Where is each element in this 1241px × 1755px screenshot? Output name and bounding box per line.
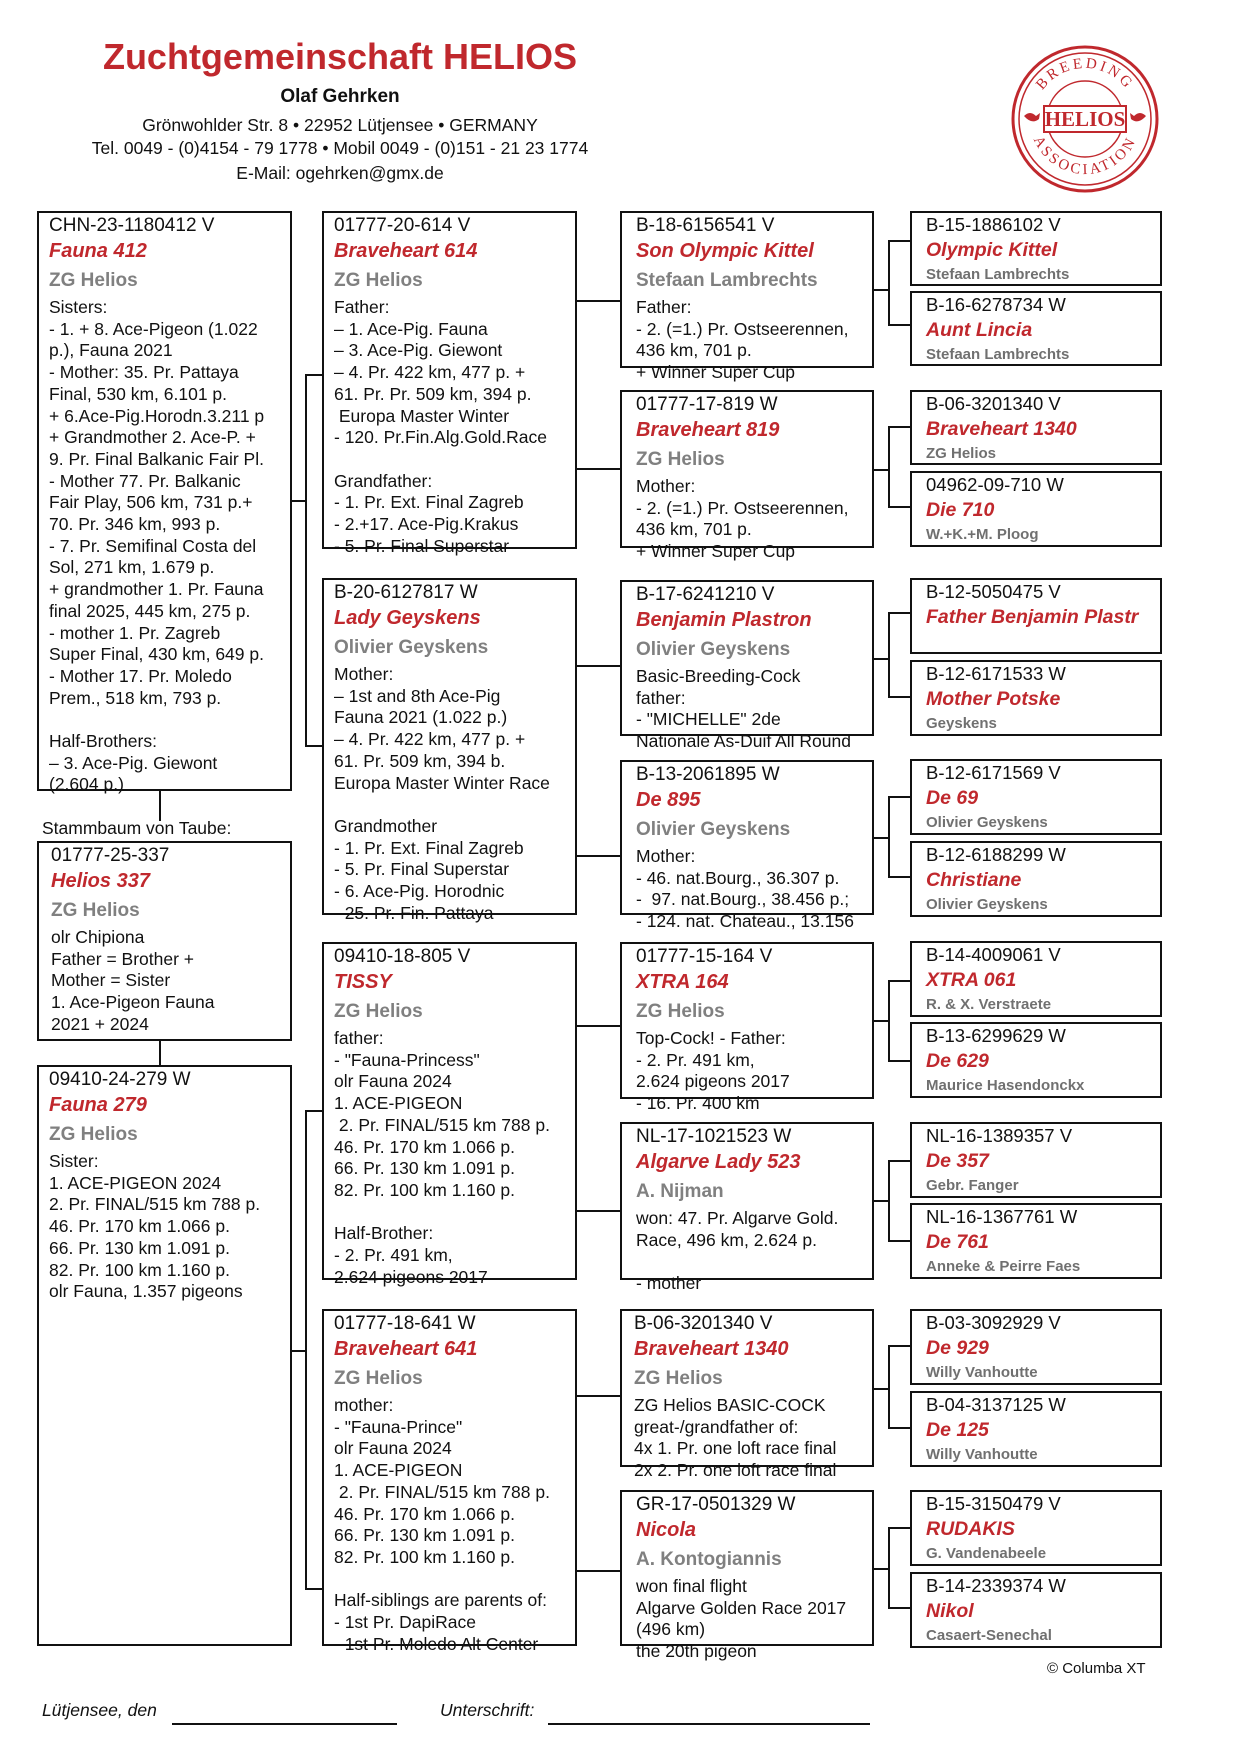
breeder-name: Willy Vanhoutte bbox=[926, 1364, 1038, 1381]
copyright: © Columba XT bbox=[1047, 1660, 1146, 1677]
ring-number: 04962-09-710 W bbox=[926, 474, 1064, 495]
owner-name: Olaf Gehrken bbox=[280, 86, 400, 107]
pigeon-name: De 929 bbox=[926, 1337, 989, 1359]
breeder-name: Anneke & Peirre Faes bbox=[926, 1258, 1081, 1275]
pigeon-name: Braveheart 1340 bbox=[926, 418, 1077, 440]
breeder-name: G. Vandenabeele bbox=[926, 1545, 1047, 1562]
breeder-name: ZG Helios bbox=[334, 1001, 423, 1022]
pedigree-notes: ZG Helios BASIC-COCK great-/grandfather of: 4x 1. Pr. one loft race final 2x 2. Pr. one loft race final bbox=[634, 1395, 837, 1481]
breeder-name: Geyskens bbox=[926, 715, 997, 732]
ring-number: B-14-4009061 V bbox=[926, 944, 1061, 965]
pedigree-card-grandparent bbox=[620, 390, 874, 562]
pedigree-card-great-grandparent bbox=[910, 1572, 1162, 1648]
pedigree-notes: olr Chipiona Father = Brother + Mother = Sister 1. Ace-Pigeon Fauna 2021 + 2024 bbox=[51, 927, 215, 1034]
ring-number: B-15-1886102 V bbox=[926, 214, 1061, 235]
breeder-name: Olivier Geyskens bbox=[636, 639, 791, 660]
pedigree-card-great-grandparent bbox=[910, 941, 1162, 1017]
ring-number: B-17-6241210 V bbox=[636, 584, 775, 605]
breeder-title: Zuchtgemeinschaft HELIOS bbox=[102, 36, 578, 77]
svg-text:BREEDING bbox=[1033, 56, 1136, 93]
address-line: Grönwohlder Str. 8 • 22952 Lütjensee • GERMANY bbox=[142, 115, 538, 135]
pedigree-card-sister-bottom bbox=[37, 1065, 292, 1646]
ring-number: B-20-6127817 W bbox=[334, 582, 478, 603]
pigeon-name: RUDAKIS bbox=[926, 1518, 1015, 1540]
breeder-name: Olivier Geyskens bbox=[334, 637, 489, 658]
breeder-name: ZG Helios bbox=[334, 270, 423, 291]
pedigree-card-father bbox=[322, 211, 577, 556]
pigeon-name: De 629 bbox=[926, 1050, 989, 1072]
pedigree-card-mother-2 bbox=[322, 1309, 577, 1654]
pedigree-card-father-2 bbox=[322, 942, 577, 1287]
pigeon-name: Algarve Lady 523 bbox=[636, 1151, 801, 1173]
breeder-name: ZG Helios bbox=[636, 449, 725, 470]
pedigree-notes: father: - "Fauna-Princess" olr Fauna 2024 1. ACE-PIGEON 2. Pr. FINAL/515 km 788 p. 46. Pr. 170 km 1.066 p. 66. Pr. 130 km 1.091 p. 82. Pr. 100 km 1.160 p. Half-Brother: - 2. Pr. 491 km, 2.624 pigeons 2017 bbox=[334, 1028, 550, 1287]
pigeon-name: TISSY bbox=[334, 971, 392, 993]
breeder-name: Casaert-Senechal bbox=[926, 1627, 1052, 1644]
pigeon-name: Son Olympic Kittel bbox=[636, 240, 814, 262]
breeder-name: Olivier Geyskens bbox=[636, 819, 791, 840]
ring-number: 01777-25-337 bbox=[51, 845, 170, 866]
pedigree-notes: Basic-Breeding-Cock father: - "MICHELLE" 2de Nationale As-Duif All Round bbox=[636, 666, 851, 752]
pedigree-card-great-grandparent bbox=[910, 841, 1162, 917]
place-date-line[interactable] bbox=[172, 1723, 397, 1725]
pigeon-name: De 761 bbox=[926, 1231, 989, 1253]
pedigree-card-great-grandparent bbox=[910, 759, 1162, 835]
pigeon-name: Nikol bbox=[926, 1600, 974, 1622]
breeder-name: Gebr. Fanger bbox=[926, 1177, 1019, 1194]
signature-label: Unterschrift: bbox=[440, 1700, 535, 1720]
pigeon-name: Lady Geyskens bbox=[334, 607, 481, 629]
breeder-name: R. & X. Verstraete bbox=[926, 996, 1052, 1013]
pigeon-name: XTRA 164 bbox=[636, 971, 729, 993]
ring-number: 09410-18-805 V bbox=[334, 946, 471, 967]
pedigree-card-grandparent bbox=[620, 580, 874, 752]
breeder-name: ZG Helios bbox=[634, 1368, 723, 1389]
pigeon-name: De 125 bbox=[926, 1419, 989, 1441]
pigeon-name: Helios 337 bbox=[51, 870, 150, 892]
ring-number: B-16-6278734 W bbox=[926, 294, 1066, 315]
ring-number: B-12-5050475 V bbox=[926, 581, 1061, 602]
breeder-name: ZG Helios bbox=[636, 1001, 725, 1022]
pedigree-card-grandparent bbox=[620, 942, 874, 1114]
pedigree-card-great-grandparent bbox=[910, 1022, 1162, 1098]
pigeon-name: Braveheart 1340 bbox=[634, 1338, 789, 1360]
pedigree-notes: Top-Cock! - Father: - 2. Pr. 491 km, 2.624 pigeons 2017 - 16. Pr. 400 km bbox=[636, 1028, 790, 1114]
ring-number: GR-17-0501329 W bbox=[636, 1494, 796, 1515]
ring-number: B-06-3201340 V bbox=[634, 1313, 773, 1334]
ring-number: NL-16-1367761 W bbox=[926, 1206, 1078, 1227]
pedigree-card-great-grandparent bbox=[910, 1309, 1162, 1385]
pigeon-name: Father Benjamin Plastr bbox=[926, 606, 1139, 628]
pedigree-card-great-grandparent bbox=[910, 1203, 1162, 1279]
pedigree-card-great-grandparent bbox=[910, 660, 1162, 736]
breeding-association-seal-icon bbox=[1010, 44, 1160, 194]
breeder-name: A. Nijman bbox=[636, 1181, 724, 1202]
pedigree-notes: Mother: - 46. nat.Bourg., 36.307 p. - 97. nat.Bourg., 38.456 p.; - 124. nat. Chateau., 13.156 bbox=[636, 846, 854, 932]
pedigree-notes: Mother: - 2. (=1.) Pr. Ostseerennen, 436 km, 701 p. + Winner Super Cup bbox=[636, 476, 849, 562]
ring-number: B-14-2339374 W bbox=[926, 1575, 1066, 1596]
breeder-name: Olivier Geyskens bbox=[926, 896, 1048, 913]
breeder-name: Stefaan Lambrechts bbox=[636, 270, 818, 291]
ring-number: B-06-3201340 V bbox=[926, 393, 1061, 414]
pedigree-card-sister-top bbox=[37, 211, 292, 795]
seal-top-text: BREEDING bbox=[1033, 55, 1137, 94]
ring-number: B-13-6299629 W bbox=[926, 1025, 1066, 1046]
pigeon-name: Fauna 279 bbox=[49, 1094, 147, 1116]
pedigree-notes: won: 47. Pr. Algarve Gold. Race, 496 km, 2.624 p. - mother bbox=[636, 1208, 839, 1294]
pedigree-card-grandparent bbox=[620, 760, 874, 932]
pedigree-notes: Sister: 1. ACE-PIGEON 2024 2. Pr. FINAL/515 km 788 p. 46. Pr. 170 km 1.066 p. 66. Pr. 130 km 1.091 p. 82. Pr. 100 km 1.160 p. olr Fauna, 1.357 pigeons bbox=[49, 1151, 261, 1302]
pedigree-card-mother bbox=[322, 578, 577, 923]
ring-number: B-13-2061895 W bbox=[636, 764, 780, 785]
seal-bottom-text: ASSOCIATION bbox=[1029, 133, 1141, 179]
pigeon-name: Braveheart 614 bbox=[334, 240, 478, 262]
breeder-name: ZG Helios bbox=[49, 1124, 138, 1145]
pedigree-card-great-grandparent bbox=[910, 390, 1162, 465]
pigeon-name: Olympic Kittel bbox=[926, 239, 1058, 261]
breeder-name: Willy Vanhoutte bbox=[926, 1446, 1038, 1463]
pedigree-card-great-grandparent bbox=[910, 1391, 1162, 1467]
svg-text:ASSOCIATION bbox=[1030, 133, 1140, 178]
pedigree-notes: Father: – 1. Ace-Pig. Fauna – 3. Ace-Pig. Giewont – 4. Pr. 422 km, 477 p. + 61. Pr. Pr. 509 km, 394 p. Europa Master Winter - 120. Pr.Fin.Alg.Gold.Race Grandfather: - 1. Pr. Ext. Final Zagreb - 2.+17. Ace-Pig.Krakus - 5. Pr. Final Superstar bbox=[334, 297, 548, 556]
ring-number: 01777-15-164 V bbox=[636, 946, 773, 967]
breeder-name: Stefaan Lambrechts bbox=[926, 266, 1070, 283]
breeder-name: A. Kontogiannis bbox=[636, 1549, 782, 1570]
pigeon-name: Nicola bbox=[636, 1519, 697, 1541]
stammbaum-label: Stammbaum von Taube: bbox=[42, 818, 232, 838]
signature-line[interactable] bbox=[548, 1723, 870, 1725]
ring-number: B-12-6171569 V bbox=[926, 762, 1061, 783]
ring-number: NL-17-1021523 W bbox=[636, 1126, 792, 1147]
pedigree-card-great-grandparent bbox=[910, 578, 1162, 654]
pigeon-name: Mother Potske bbox=[926, 688, 1061, 710]
pedigree-notes: Mother: – 1st and 8th Ace-Pig Fauna 2021 (1.022 p.) – 4. Pr. 422 km, 477 p. + 61. Pr. 509 km, 394 b. Europa Master Winter Race Grandmother - 1. Pr. Ext. Final Zagreb - 5. Pr. Final Superstar - 6. Ace-Pig. Horodnic - 25. Pr. Fin. Pattaya bbox=[334, 664, 550, 923]
pigeon-name: De 69 bbox=[926, 787, 979, 809]
pigeon-name: De 357 bbox=[926, 1150, 989, 1172]
pigeon-name: XTRA 061 bbox=[926, 969, 1017, 991]
pedigree-card-grandparent bbox=[620, 211, 874, 383]
place-date-label: Lütjensee, den bbox=[42, 1700, 157, 1720]
pedigree-card-great-grandparent bbox=[910, 471, 1162, 547]
pigeon-name: Braveheart 641 bbox=[334, 1338, 478, 1360]
ring-number: B-18-6156541 V bbox=[636, 215, 775, 236]
ring-number: B-12-6171533 W bbox=[926, 663, 1066, 684]
pedigree-notes: won final flight Algarve Golden Race 2017 (496 km) the 20th pigeon bbox=[636, 1576, 847, 1662]
ring-number: 01777-17-819 W bbox=[636, 394, 778, 415]
breeder-name: ZG Helios bbox=[926, 445, 997, 462]
pedigree-card-grandparent bbox=[620, 1309, 874, 1481]
pedigree-card-great-grandparent bbox=[910, 1490, 1162, 1566]
pedigree-card-subject bbox=[37, 841, 292, 1041]
ring-number: B-15-3150479 V bbox=[926, 1493, 1061, 1514]
pedigree-card-grandparent bbox=[620, 1122, 874, 1294]
pedigree-card-great-grandparent bbox=[910, 211, 1162, 286]
ring-number: 09410-24-279 W bbox=[49, 1069, 191, 1090]
pedigree-card-great-grandparent bbox=[910, 1122, 1162, 1198]
pedigree-notes: Sisters: - 1. + 8. Ace-Pigeon (1.022 p.), Fauna 2021 - Mother: 35. Pr. Pattaya Final, 530 km, 6.101 p. + 6.Ace-Pig.Horodn.3.211 p + Grandmother 2. Ace-P. + 9. Pr. Final Balkanic Fair Pl. - Mother 77. Pr. Balkanic Fair Play, 506 km, 731 p.+ 70. Pr. 346 km, 993 p. - 7. Pr. Semifinal Costa del Sol, 271 km, 1.679 p. + grandmother 1. Pr. Fauna final 2025, 445 km, 275 p. - mother 1. Pr. Zagreb Super Final, 430 km, 649 p. - Mother 17. Pr. Moledo Prem., 518 km, 793 p. Half-Brothers: – 3. Ace-Pig. Giewont (2.604 p.) bbox=[49, 297, 265, 795]
pedigree-card-grandparent bbox=[620, 1490, 874, 1662]
ring-number: B-03-3092929 V bbox=[926, 1312, 1061, 1333]
breeder-name: ZG Helios bbox=[334, 1368, 423, 1389]
pigeon-name: De 895 bbox=[636, 789, 701, 811]
email-line: E-Mail: ogehrken@gmx.de bbox=[236, 163, 444, 183]
ring-number: NL-16-1389357 V bbox=[926, 1125, 1073, 1146]
pedigree-notes: Father: - 2. (=1.) Pr. Ostseerennen, 436 km, 701 p. + Winner Super Cup bbox=[636, 297, 849, 383]
seal-center-text: HELIOS bbox=[1044, 107, 1126, 131]
breeder-name: ZG Helios bbox=[49, 270, 138, 291]
pedigree-notes: mother: - "Fauna-Prince" olr Fauna 2024 1. ACE-PIGEON 2. Pr. FINAL/515 km 788 p. 46. Pr. 170 km 1.066 p. 66. Pr. 130 km 1.091 p. 82. Pr. 100 km 1.160 p. Half-siblings are parents of: - 1st Pr. DapiRace - 1st Pr. Moledo Alt Center bbox=[334, 1395, 550, 1654]
pigeon-name: Benjamin Plastron bbox=[636, 609, 812, 631]
breeder-name: Maurice Hasendonckx bbox=[926, 1077, 1085, 1094]
breeder-name: Olivier Geyskens bbox=[926, 814, 1048, 831]
ring-number: B-12-6188299 W bbox=[926, 844, 1066, 865]
phone-line: Tel. 0049 - (0)4154 - 79 1778 • Mobil 0049 - (0)151 - 21 23 1774 bbox=[91, 138, 589, 158]
breeder-name: Stefaan Lambrechts bbox=[926, 346, 1070, 363]
pigeon-name: Die 710 bbox=[926, 499, 995, 521]
pedigree-card-great-grandparent bbox=[910, 291, 1162, 366]
ring-number: 01777-20-614 V bbox=[334, 215, 471, 236]
breeder-name: ZG Helios bbox=[51, 900, 140, 921]
pigeon-name: Christiane bbox=[926, 869, 1022, 891]
pigeon-name: Braveheart 819 bbox=[636, 419, 780, 441]
pigeon-name: Fauna 412 bbox=[49, 240, 147, 262]
breeder-name: W.+K.+M. Ploog bbox=[926, 526, 1039, 543]
ring-number: B-04-3137125 W bbox=[926, 1394, 1066, 1415]
pigeon-name: Aunt Lincia bbox=[926, 319, 1033, 341]
ring-number: 01777-18-641 W bbox=[334, 1313, 476, 1334]
ring-number: CHN-23-1180412 V bbox=[49, 215, 215, 236]
